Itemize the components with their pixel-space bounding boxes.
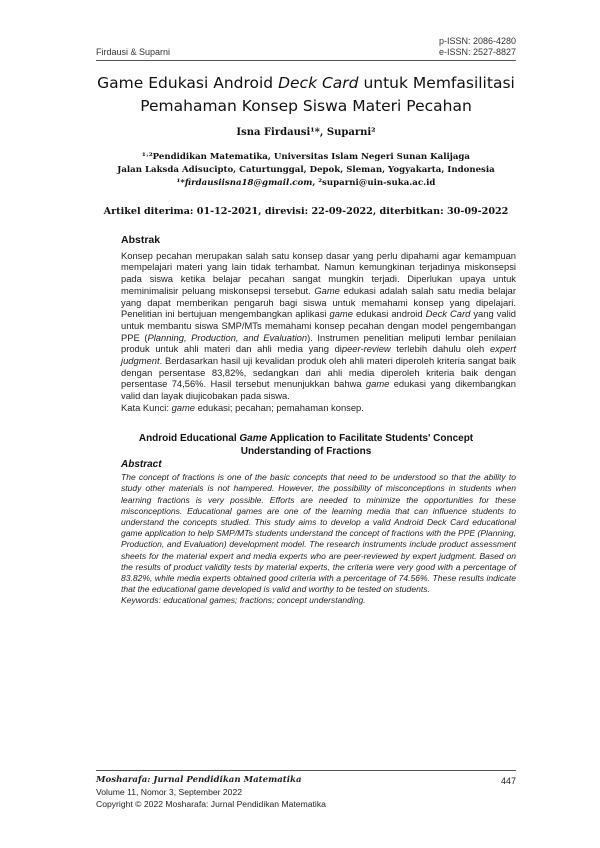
keywords-label: Kata Kunci: — [121, 401, 172, 413]
email-2[interactable]: ²suparni@uin-suka.ac.id — [318, 178, 436, 188]
abstrak-text: Konsep pecahan merupakan salah satu konsep dasar yang perlu dipahami agar kemampuan mempelajari materi yang lain tidak terhambat. Namun kemungkinan terjadinya miskonsepsi pada siswa ketika belajar pecahan sangat mungkin terjadi. Diperlukan upaya untuk meminimalisir peluang miskonsepsi tersebut. — [121, 249, 516, 296]
header-rule — [96, 60, 516, 61]
title-line-2: Pemahaman Konsep Siswa Materi Pecahan — [140, 97, 472, 115]
abstract-keywords: Keywords: educational games; fractions; concept understanding. — [121, 595, 366, 606]
abstrak-text: edukasi yang dikembangkan valid dan layak diujicobakan pada siswa. — [121, 378, 516, 402]
english-title — [96, 432, 516, 458]
copyright: Copyright © 2022 Mosharafa: Jurnal Pendidikan Matematika — [96, 799, 326, 809]
english-title-line-2: Understanding of Fractions — [240, 446, 372, 457]
abstract-section — [121, 459, 516, 607]
abstrak-text: yang valid untuk membantu siswa SMP/MTs memahami konsep pecahan dengan model pengembangan PPE ( — [121, 308, 517, 343]
affiliation-line-1: ¹˒²Pendidikan Matematika, Universitas Islam Negeri Sunan Kalijaga — [141, 152, 470, 162]
abstrak-section — [121, 235, 516, 414]
journal-name: Mosharafa: Jurnal Pendidikan Matematika — [96, 775, 302, 785]
abstrak-text: terlebih dahulu oleh — [390, 343, 490, 355]
english-title-part-2: Application to Facilitate Students' Concept — [269, 433, 474, 444]
issn-block — [439, 36, 516, 58]
title-part-2: untuk Memfasilitasi — [363, 74, 515, 92]
keywords-italic: game — [171, 401, 196, 413]
email-separator: , — [312, 178, 319, 188]
title-part-1: Game Edukasi Android — [97, 74, 274, 92]
footer — [96, 774, 326, 810]
affiliation — [96, 151, 516, 190]
english-title-italic: Game — [239, 433, 268, 444]
abstrak-italic: Deck Card — [425, 308, 471, 320]
footer-rule — [96, 770, 516, 771]
running-head: Firdausi & Suparni — [96, 47, 171, 57]
abstract-body: The concept of fractions is one of the basic concepts that need to be understood so that the ability to study other materials is not hampered. However, the possibility of misconceptions in students when learning fractions is very possible. Efforts are needed to minimize the opportunities for these misconceptions. Educational games are one of the learning media that can influence students to understand the concepts studied. This study aims to develop a valid Android Deck Card educational game application to help SMP/MTs students understand the concept of fractions with the PPE (Planning, Production, and Evaluation) development model. The research instruments include product assessment sheets for the material expert and media experts who are peer-reviewed by expert judgment. Based on the results of product validity tests by material experts, the criteria were very good with a percentage of 83.82%, while media experts obtained good criteria with a percentage of 74.56%. These results indicate that the educational game developed is valid and worthy to be tested on students. — [121, 472, 516, 595]
abstrak-heading: Abstrak — [121, 234, 161, 246]
abstrak-italic: peer-review — [341, 343, 391, 355]
abstrak-text: edukasi adalah salah satu media belajar yang dapat memberikan pengaruh bagi siswa untuk memahami konsep yang dipelajari. Penelitian ini bertujuan mengembangkan aplikasi — [121, 284, 517, 320]
title-line-1 — [96, 72, 516, 95]
title-italic: Deck Card — [278, 74, 359, 92]
abstrak-text: . Berdasarkan hasil uji kevalidan produk oleh ahli materi diperoleh kriteria sangat baik dengan persentase 83,82%, sedangkan dari ahli media diperoleh kriteria baik dengan persentase 74,56%. Hasil tersebut menunjukkan bahwa — [121, 355, 516, 390]
p-issn: p-ISSN: 2086-4280 — [438, 36, 516, 46]
article-title — [96, 72, 516, 118]
abstrak-italic: game — [329, 308, 353, 320]
page-number: 447 — [500, 776, 516, 786]
keywords-text: edukasi; pecahan; pemahaman konsep. — [195, 401, 364, 413]
abstrak-text: edukasi android — [352, 308, 426, 320]
abstrak-italic: Game — [314, 284, 340, 296]
abstrak-italic: Planning, Production, and Evaluation — [147, 331, 308, 343]
volume-info: Volume 11, Nomor 3, September 2022 — [96, 787, 243, 797]
e-issn: e-ISSN: 2527-8827 — [438, 47, 516, 57]
abstrak-text: ). Instrumen penelitian meliputi lembar penilaian produk untuk ahli materi dan ahli media yang di — [121, 331, 516, 355]
abstrak-keywords — [121, 402, 516, 414]
abstract-heading: Abstract — [121, 459, 162, 470]
abstrak-italic: expert judgment — [121, 343, 516, 367]
english-title-part-1: Android Educational — [138, 433, 237, 444]
english-title-line-1 — [96, 432, 516, 445]
article-dates: Artikel diterima: 01-12-2021, direvisi: 22-09-2022, diterbitkan: 30-09-2022 — [103, 206, 509, 217]
abstrak-italic: game — [365, 378, 390, 390]
email-line — [96, 177, 516, 190]
authors: Isna Firdausi¹*, Suparni² — [236, 127, 376, 138]
affiliation-line-2: Jalan Laksda Adisucipto, Caturtunggal, Depok, Sleman, Yogyakarta, Indonesia — [117, 165, 495, 175]
email-1[interactable]: ¹*firdausiisna18@gmail.com — [176, 178, 313, 188]
abstrak-body — [121, 250, 516, 402]
